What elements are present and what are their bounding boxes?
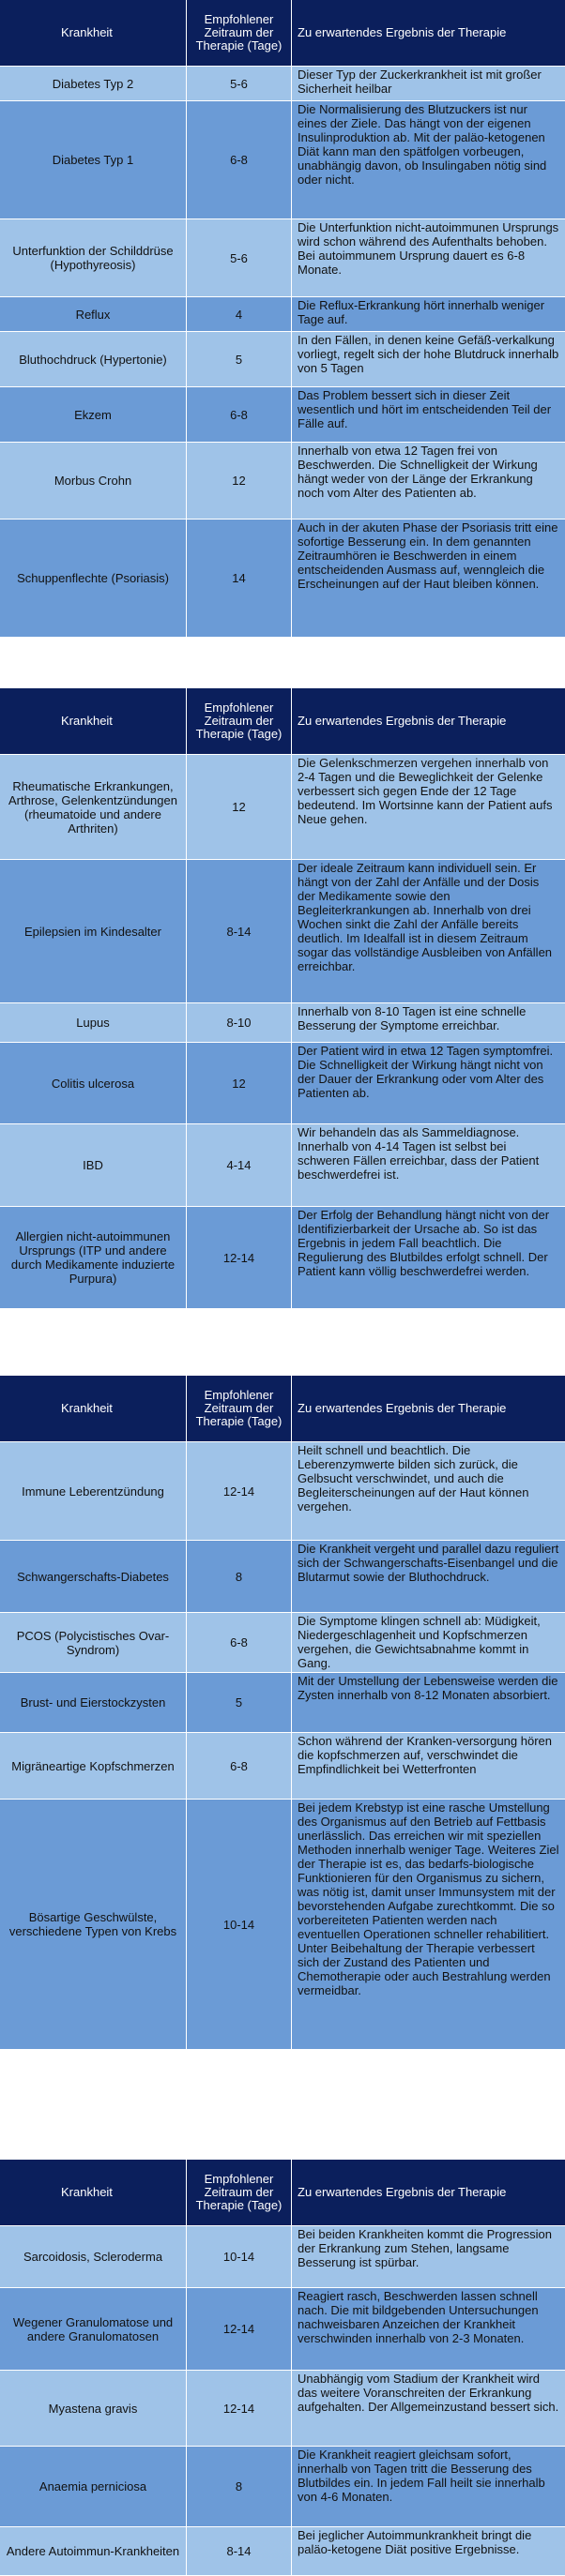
- disease-cell: Myastena gravis: [0, 2371, 187, 2446]
- duration-cell: 12: [187, 1043, 292, 1123]
- duration-cell: 6-8: [187, 387, 292, 442]
- table-row: [0, 1043, 565, 1124]
- disease-cell: Sarcoidosis, Scleroderma: [0, 2226, 187, 2287]
- table-row: [0, 67, 565, 101]
- table-row: [0, 2447, 565, 2527]
- result-cell: Die Unterfunktion nicht-autoimmunen Ursprungs wird schon während des Aufenthalts behoben. Bei autoimmunem Ursprung dauert es 6-8 Monate.: [298, 220, 559, 277]
- header-duration: Empfohlener Zeitraum der Therapie (Tage): [187, 2160, 292, 2225]
- result-cell: Bei jeglicher Autoimmunkrankheit bringt die paläo-ketogene Diät positive Ergebnisse.: [298, 2528, 532, 2556]
- header-duration: Empfohlener Zeitraum der Therapie (Tage): [187, 1376, 292, 1441]
- disease-cell: Allergien nicht-autoimmunen Ursprungs (ITP und andere durch Medikamente induzierte Purpura): [0, 1207, 187, 1308]
- table-row: [0, 2371, 565, 2447]
- disease-cell: Andere Autoimmun-Krankheiten: [0, 2527, 187, 2575]
- duration-cell: 12-14: [187, 2371, 292, 2446]
- disease-cell: Bösartige Geschwülste, verschiedene Typen von Krebs: [0, 1800, 187, 2049]
- result-cell: Der ideale Zeitraum kann individuell sein. Er hängt von der Zahl der Anfälle und der Dosis der Medikamente sowie den Begleiterkrankungen ab. Innerhalb von drei Wochen sinkt die Zahl der Anfälle bereits deutlich. Im Idealfall ist in diesem Zeitraum sogar das vollständige Ausbleiben von Anfällen erreichbar.: [298, 861, 553, 973]
- duration-cell: 8: [187, 2447, 292, 2526]
- table-row: [0, 1124, 565, 1207]
- duration-cell: 4: [187, 297, 292, 331]
- duration-cell: 8-14: [187, 2527, 292, 2575]
- therapy-table: [0, 2160, 565, 2576]
- table-row: [0, 520, 565, 638]
- duration-cell: 4-14: [187, 1124, 292, 1206]
- result-cell: In den Fällen, in denen keine Gefäß-verkalkung vorliegt, regelt sich der hohe Blutdruck innerhalb von 5 Tagen: [298, 333, 559, 375]
- result-cell: Das Problem bessert sich in dieser Zeit wesentlich und hört im entscheidenden Teil der Fälle auf.: [298, 388, 552, 430]
- header-disease: Krankheit: [0, 0, 187, 66]
- disease-cell: Rheumatische Erkrankungen, Arthrose, Gelenkentzündungen (rheumatoide und andere Arthriten): [0, 755, 187, 859]
- duration-cell: 8: [187, 1541, 292, 1612]
- duration-cell: 12: [187, 443, 292, 519]
- table-row: [0, 1673, 565, 1733]
- result-cell: Bei beiden Krankheiten kommt die Progression der Erkrankung zum Stehen, langsame Besserung ist spürbar.: [298, 2227, 552, 2269]
- duration-cell: 6-8: [187, 1733, 292, 1799]
- result-cell: Auch in der akuten Phase der Psoriasis tritt eine sofortige Besserung ein. In dem genannten Zeitraumhören ie Beschwerden in einem entscheidenden Ausmass auf, wenngleich die Erscheinungen auf der Haut bleiben können.: [298, 520, 558, 591]
- table-row: [0, 332, 565, 387]
- result-cell: Dieser Typ der Zuckerkrankheit ist mit großer Sicherheit heilbar: [298, 68, 542, 96]
- result-cell: Die Krankheit vergeht und parallel dazu reguliert sich der Schwangerschafts-Eisenbangel und die Blutarmut sowie der Bluthochdruck.: [298, 1542, 559, 1584]
- disease-cell: PCOS (Polycistisches Ovar-Syndrom): [0, 1613, 187, 1672]
- disease-cell: Schwangerschafts-Diabetes: [0, 1541, 187, 1612]
- disease-cell: Brust- und Eierstockzysten: [0, 1673, 187, 1732]
- table-row: [0, 101, 565, 219]
- disease-cell: Anaemia perniciosa: [0, 2447, 187, 2526]
- result-cell: Reagiert rasch, Beschwerden lassen schnell nach. Die mit bildgebenden Untersuchungen nachweisbaren Anzeichen der Krankheit verschwinden innerhalb von 2-3 Monaten.: [298, 2289, 539, 2345]
- table-row: [0, 755, 565, 860]
- duration-cell: 5-6: [187, 219, 292, 296]
- therapy-table: [0, 688, 565, 1309]
- result-cell: Mit der Umstellung der Lebensweise werden die Zysten innerhalb von 8-12 Monaten absorbiert.: [298, 1674, 558, 1702]
- disease-cell: Immune Leberentzündung: [0, 1442, 187, 1540]
- duration-cell: 6-8: [187, 101, 292, 218]
- disease-cell: Diabetes Typ 1: [0, 101, 187, 218]
- header-disease: Krankheit: [0, 1376, 187, 1441]
- disease-cell: Schuppenflechte (Psoriasis): [0, 520, 187, 637]
- table-row: [0, 1733, 565, 1800]
- therapy-table: [0, 0, 565, 638]
- header-disease: Krankheit: [0, 2160, 187, 2225]
- result-cell: Der Patient wird in etwa 12 Tagen symptomfrei. Die Schnelligkeit der Wirkung hängt nicht von der Dauer der Erkrankung oder vom Alter des Patienten ab.: [298, 1044, 554, 1100]
- table-header: [0, 0, 565, 67]
- table-row: [0, 219, 565, 297]
- result-cell: Die Krankheit reagiert gleichsam sofort, innerhalb von Tagen tritt die Besserung des Blutbildes ein. In jedem Fall heilt sie innerhalb von 4-6 Monaten.: [298, 2448, 545, 2504]
- table-row: [0, 443, 565, 520]
- result-cell: Innerhalb von 8-10 Tagen ist eine schnelle Besserung der Symptome erreichbar.: [298, 1004, 527, 1032]
- therapy-table: [0, 1376, 565, 2050]
- result-cell: Die Reflux-Erkrankung hört innerhalb weniger Tage auf.: [298, 298, 545, 326]
- duration-cell: 10-14: [187, 2226, 292, 2287]
- table-row: [0, 1207, 565, 1309]
- header-duration: Empfohlener Zeitraum der Therapie (Tage): [187, 0, 292, 66]
- duration-cell: 12: [187, 755, 292, 859]
- header-result: Zu erwartendes Ergebnis der Therapie: [298, 1401, 507, 1415]
- result-cell: Schon während der Kranken-versorgung hören die kopfschmerzen auf, verschwindet die Empfindlichkeit bei Wetterfronten: [298, 1734, 553, 1776]
- table-row: [0, 1800, 565, 2050]
- table-row: [0, 2226, 565, 2288]
- disease-cell: Migräneartige Kopfschmerzen: [0, 1733, 187, 1799]
- table-row: [0, 387, 565, 443]
- result-cell: Die Symptome klingen schnell ab: Müdigkeit, Niedergeschlagenheit und Kopfschmerzen vergehen, die Gewichtsabnahme kommt in Gang.: [298, 1614, 541, 1670]
- disease-cell: Colitis ulcerosa: [0, 1043, 187, 1123]
- header-result: Zu erwartendes Ergebnis der Therapie: [298, 2185, 507, 2199]
- duration-cell: 12-14: [187, 1442, 292, 1540]
- table-header: [0, 688, 565, 755]
- duration-cell: 8-10: [187, 1003, 292, 1042]
- duration-cell: 10-14: [187, 1800, 292, 2049]
- header-result: Zu erwartendes Ergebnis der Therapie: [298, 714, 507, 728]
- disease-cell: Ekzem: [0, 387, 187, 442]
- disease-cell: Bluthochdruck (Hypertonie): [0, 332, 187, 386]
- result-cell: Der Erfolg der Behandlung hängt nicht von der Identifizierbarkeit der Ursache ab. So ist das Ergebnis in jedem Fall beachtlich. Die Regulierung des Blutbildes erfolgt schnell. Der Patient kann völlig beschwerdefrei werden.: [298, 1208, 550, 1278]
- table-row: [0, 2288, 565, 2371]
- header-result: Zu erwartendes Ergebnis der Therapie: [298, 25, 507, 39]
- disease-cell: Wegener Granulomatose und andere Granulomatosen: [0, 2288, 187, 2370]
- disease-cell: Unterfunktion der Schilddrüse (Hypothyreosis): [0, 219, 187, 296]
- duration-cell: 5: [187, 332, 292, 386]
- disease-cell: IBD: [0, 1124, 187, 1206]
- duration-cell: 5-6: [187, 67, 292, 100]
- duration-cell: 5: [187, 1673, 292, 1732]
- table-row: [0, 1613, 565, 1673]
- duration-cell: 12-14: [187, 2288, 292, 2370]
- disease-cell: Epilepsien im Kindesalter: [0, 860, 187, 1002]
- result-cell: Die Gelenkschmerzen vergehen innerhalb von 2-4 Tagen und die Beweglichkeit der Gelenke verbessert sich gegen Ende der 12 Tage bedeutend. Im Wortsinne kann der Patient aufs Neue gehen.: [298, 756, 553, 826]
- result-cell: Bei jedem Krebstyp ist eine rasche Umstellung des Organismus auf den Betrieb auf Fettbasis unerlässlich. Das erreichen wir mit speziellen Methoden innerhalb weniger Tage. Weiteres Ziel der Therapie ist es, das bedarfs-biologische Funktionieren für den Organismus zu sichern, was nötig ist, damit unser Immunsystem mit der bevorstehenden Aufgabe zurechtkommt. Die so vorbereiteten Patienten werden nach eventuellen Operationen schneller rehabilitiert. Unter Beibehaltung der Therapie verbessert sich der Zustand des Patienten und Chemotherapie oder auch Bestrahlung werden vermeidbar.: [298, 1800, 559, 1997]
- result-cell: Die Normalisierung des Blutzuckers ist nur eines der Ziele. Das hängt von der eigenen Insulinproduktion ab. Mit der paläo-ketogenen Diät kann man den spätfolgen vorbeugen, unabhängig davon, ob Insulingaben nötig sind oder nicht.: [298, 102, 547, 187]
- disease-cell: Diabetes Typ 2: [0, 67, 187, 100]
- table-row: [0, 1541, 565, 1613]
- result-cell: Heilt schnell und beachtlich. Die Leberenzymwerte bilden sich zurück, die Gelbsucht verschwindet, und auch die Begleiterscheinungen auf der Haut können vergehen.: [298, 1443, 529, 1514]
- table-row: [0, 860, 565, 1003]
- table-row: [0, 1003, 565, 1043]
- table-row: [0, 1442, 565, 1541]
- table-row: [0, 297, 565, 332]
- duration-cell: 6-8: [187, 1613, 292, 1672]
- duration-cell: 14: [187, 520, 292, 637]
- result-cell: Wir behandeln das als Sammeldiagnose. Innerhalb von 4-14 Tagen ist selbst bei schweren Fällen erreichbar, dass der Patient beschwerdefrei ist.: [298, 1125, 540, 1182]
- disease-cell: Morbus Crohn: [0, 443, 187, 519]
- result-cell: Unabhängig vom Stadium der Krankheit wird das weitere Voranschreiten der Erkrankung aufgehalten. Der Allgemeinzustand bessert sich.: [298, 2372, 559, 2414]
- table-header: [0, 2160, 565, 2226]
- header-duration: Empfohlener Zeitraum der Therapie (Tage): [187, 688, 292, 754]
- table-row: [0, 2527, 565, 2576]
- header-disease: Krankheit: [0, 688, 187, 754]
- disease-cell: Lupus: [0, 1003, 187, 1042]
- table-header: [0, 1376, 565, 1442]
- duration-cell: 12-14: [187, 1207, 292, 1308]
- result-cell: Innerhalb von etwa 12 Tagen frei von Beschwerden. Die Schnelligkeit der Wirkung hängt weder von der Länge der Erkrankung noch vom Alter des Patienten ab.: [298, 444, 538, 500]
- disease-cell: Reflux: [0, 297, 187, 331]
- duration-cell: 8-14: [187, 860, 292, 1002]
